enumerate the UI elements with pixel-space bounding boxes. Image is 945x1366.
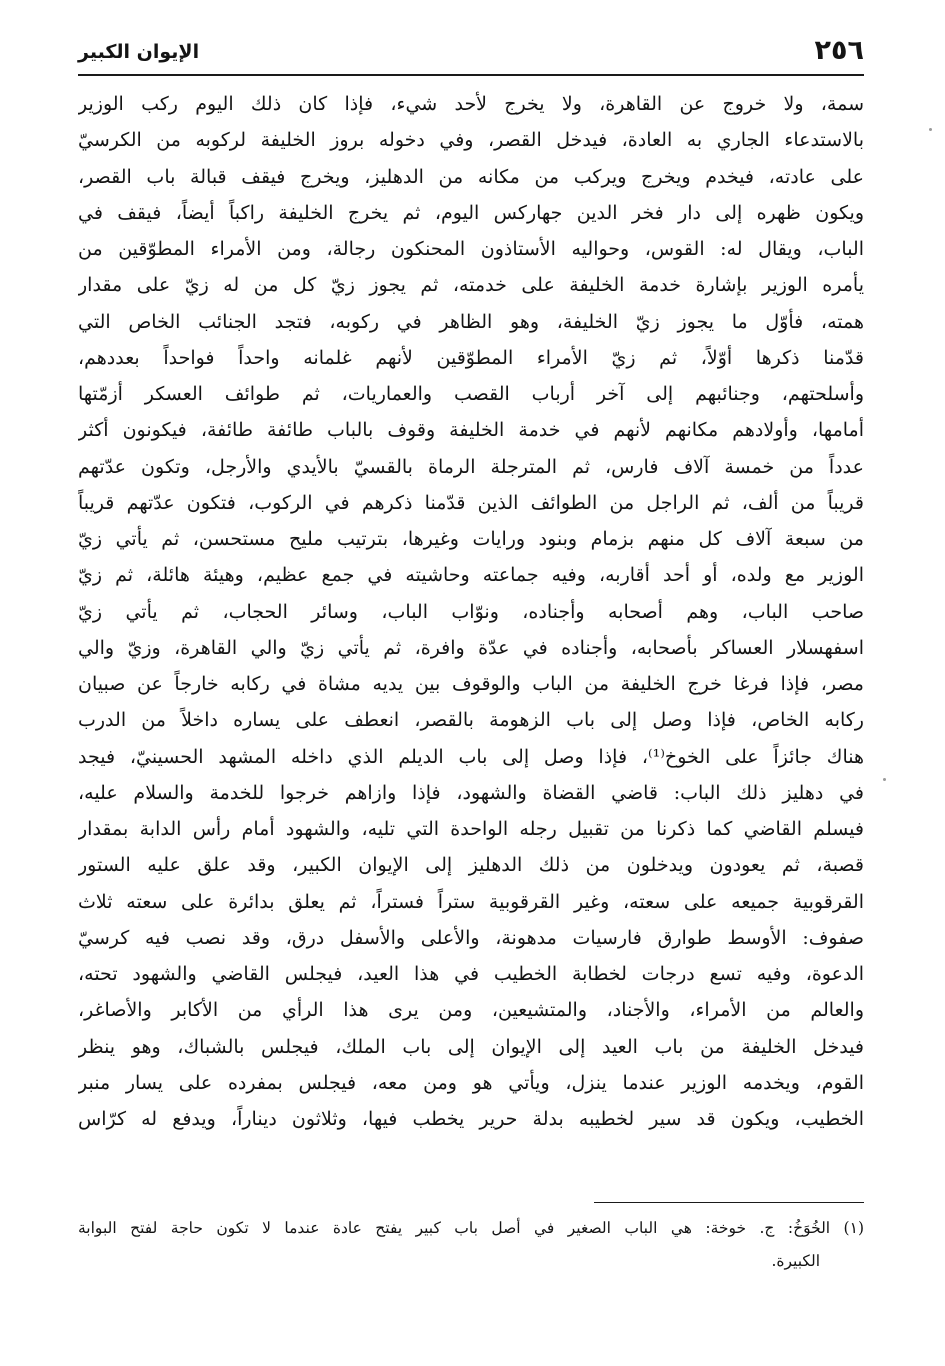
scan-speck [883,778,886,781]
text-line: عدداً من خمسة آلاف فارس، ثم المترجلة الرماة بالقسيّ بالأيدي والأرجل، وتكون عدّتهم [78,455,864,478]
text-line: مصر، فإذا فرغا خرج الخليفة من الباب والوقوف بين يديه مشاة في ركابه خارجاً عن صبيان [78,673,864,695]
text-line: قريباً من ألف، ثم الراجل من الطوائف الذين قدّمنا ذكرهم في الركوب، فتكون عدّتهم قريباً [78,491,864,514]
main-text-block [78,86,864,1137]
text-line: على عادته، فيخدم ويخرج ويركب من مكانه من الدهليز، ويخرج فيقف قبالة باب القصر، [78,165,864,188]
scan-speck [929,128,932,131]
text-line: فيدخل الخليفة من باب العيد إلى الإيوان إلى باب الملك، فيجلس بالشباك، وهو ينظر [78,1035,864,1058]
text-line: همته، فأوّل ما يجوز زيّ الخليفة، وهو الظاهر في ركوبه، فتجد الجنائب الخاص التي [78,310,864,333]
text-line: القرقوبية جميعه على سعته، وغير القرقوبية ستراً فستراً، ثم يعلق بدائرة على سعته ثلاث [78,890,864,913]
running-title: الإيوان الكبير [78,41,200,63]
text-line: قصبة، ثم يعودون ويدخلون من ذلك الدهليز إلى الإيوان الكبير، وقد علق عليه الستور [78,854,864,877]
text-line: ويكون ظهره إلى دار فخر الدين جهاركس اليوم، ثم يخرج الخليفة راكباً أيضاً، فيقف في [78,201,864,224]
text-line: سمة، ولا خروج عن القاهرة، ولا يخرج لأحد شيء، فإذا كان ذلك اليوم ركب الوزير [78,93,864,115]
page-header [78,34,864,74]
text-line: هناك جائزاً على الخوخ⁽¹⁾، فإذا وصل إلى باب الديلم الذي داخله المشهد الحسينيّ، فيجد [78,745,864,768]
text-line: يأمره الوزير بإشارة خدمة الخليفة على خدمته، ثم يجوز زيّ كل من له زيّ على مقدار [78,274,864,297]
text-line: في دهليز ذلك الباب: قاضي القضاة والشهود، فإذا وازاهم خرجوا للخدمة والسلام عليه، [78,781,864,804]
footnote [78,1212,864,1278]
footnote-line: الكبيرة. [771,1252,820,1270]
text-line: الخطيب، ويكون قد سير لخطيبه بدلة حرير يخطب فيها، وثلاثون ديناراً، ويدفع له كرّاس [78,1108,864,1130]
text-line: اسفهسلار العساكر بأصحابه، وأجناده في عدّة وافرة، ثم يأتي زيّ والي القاهرة، وزيّ والي [78,636,864,659]
text-line: صاحب الباب، وهم أصحابه وأجناده، ونوّاب الباب، وسائر الحجاب، ثم يأتي زيّ [78,600,864,623]
text-line: قدّمنا ذكرها أوّلاً، ثم زيّ الأمراء المطوّقين لأنهم غلمانه واحداً فواحداً بعددهم، [78,346,864,369]
footnote-divider [594,1202,864,1203]
text-line: ركابه الخاص، فإذا وصل إلى باب الزهومة بالقصر، انعطف على يساره داخلاً من الدرب [78,709,864,732]
text-line: الدعوة، وفيه تسع درجات لخطابة الخطيب في هذا العيد، فيجلس القاضي والشهود تحته، [78,963,864,985]
text-line: الوزير مع ولده، أو أحد أقاربه، وفيه جماعته وحاشيته في جمع عظيم، وهيئة هائلة، ثم زيّ [78,564,864,587]
header-divider [78,74,864,76]
text-line: من سبعة آلاف كل منهم بزمام وبنود ورايات وغيرها، بترتيب مليح مستحسن، ثم يأتي زيّ [78,528,864,550]
text-line: القوم، ويخدمه الوزير عندما ينزل، ويأتي هو ومن معه، فيجلس بمفرده على يسار منبر [78,1071,864,1094]
text-line: صفوف: الأوسط طوارق فارسيات مدهونة، والأعلى والأسفل درق، وقد نصب فيه كرسيّ [78,926,864,949]
text-line: بالاستدعاء الجاري به العادة، فيدخل القصر، وفي دخوله بروز الخليفة لركوبه من الكرسيّ [78,129,864,152]
text-line: فيسلم القاضي كما ذكرنا من تقبيل رجله الواحدة التي تليه، والشهود أمام رأس الدابة بمقدار [78,818,864,840]
footnote-line: (١) الخُوَخُ: ج. خوخة: هي الباب الصغير في أصل باب كبير يفتح عادة عندما لا تكون حاجة لفتح البوابة [78,1219,864,1237]
text-line: والعالم من الأمراء، والأجناد، والمتشيعين، ومن يرى هذا الرأي من الأكابر والأصاغر، [78,999,864,1022]
text-line: وأسلحتهم، وجنائبهم إلى آخر أرباب القصب والعماريات، ثم طوائف العسكر أزمّتها [78,383,864,405]
text-line: أمامها، وأولادهم مكانهم لأنهم في خدمة الخليفة وقوف بالباب طائفة طائفة، فيكونون أكثر [78,419,864,442]
page-number: ٢٥٦ [814,35,864,66]
text-line: الباب، ويقال له: القوس، وحواليه الأستاذون المحنكون رجالة، ومن الأمراء المطوّقين من [78,238,864,260]
